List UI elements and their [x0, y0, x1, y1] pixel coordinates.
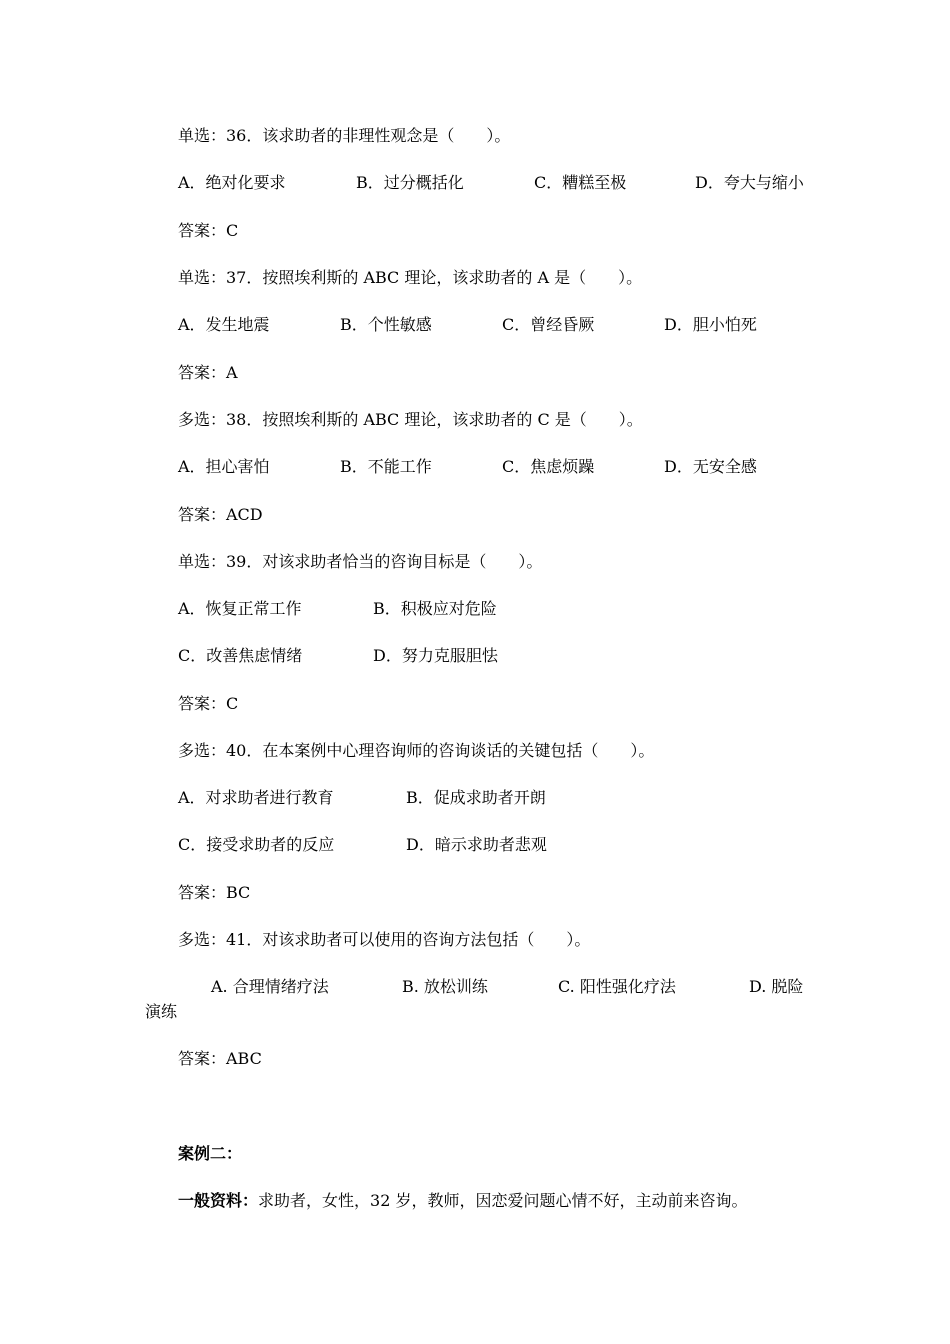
question-37-stem: 单选：37．按照埃利斯的 ABC 理论，该求助者的 A 是（ ）。	[178, 268, 643, 287]
question-38-option-a: A．担心害怕	[178, 457, 270, 476]
question-40-option-a: A．对求助者进行教育	[178, 788, 334, 807]
question-36-answer: 答案：C	[178, 221, 239, 240]
question-40-answer: 答案：BC	[178, 883, 251, 902]
question-36-option-c: C．糟糕至极	[534, 173, 627, 192]
question-37-option-b: B．个性敏感	[340, 315, 432, 334]
question-41-option-d-wrap: 演练	[145, 1002, 178, 1021]
question-40-option-b: B．促成求助者开朗	[406, 788, 546, 807]
question-39-stem: 单选：39．对该求助者恰当的咨询目标是（ ）。	[178, 552, 543, 571]
question-38-option-b: B．不能工作	[340, 457, 432, 476]
question-39-answer: 答案：C	[178, 694, 239, 713]
general-info-label: 一般资料：	[178, 1191, 259, 1210]
question-41-stem: 多选：41．对该求助者可以使用的咨询方法包括（ ）。	[178, 930, 591, 949]
question-38-answer: 答案：ACD	[178, 505, 263, 524]
question-39-option-d: D．努力克服胆怯	[373, 646, 498, 665]
question-38-stem: 多选：38．按照埃利斯的 ABC 理论，该求助者的 C 是（ ）。	[178, 410, 643, 429]
question-37-option-a: A．发生地震	[178, 315, 270, 334]
question-39-option-b: B．积极应对危险	[373, 599, 497, 618]
question-38-option-c: C．焦虑烦躁	[502, 457, 595, 476]
question-37-option-d: D．胆小怕死	[664, 315, 757, 334]
question-41-answer: 答案：ABC	[178, 1049, 262, 1068]
question-37-option-c: C．曾经昏厥	[502, 315, 595, 334]
question-36-stem: 单选：36．该求助者的非理性观念是（ ）。	[178, 126, 511, 145]
question-41-option-a: A. 合理情绪疗法	[211, 977, 329, 996]
question-36-option-d: D．夸大与缩小	[695, 173, 804, 192]
case-two-general-info	[178, 1191, 747, 1211]
case-two-heading: 案例二：	[178, 1144, 243, 1163]
question-37-answer: 答案：A	[178, 363, 238, 382]
question-41-option-c: C. 阳性强化疗法	[558, 977, 676, 996]
general-info-text: 求助者，女性，32 岁，教师，因恋爱问题心情不好，主动前来咨询。	[258, 1191, 748, 1210]
question-36-option-b: B．过分概括化	[356, 173, 464, 192]
question-39-option-a: A．恢复正常工作	[178, 599, 302, 618]
question-41-option-b: B. 放松训练	[402, 977, 488, 996]
question-40-stem: 多选：40．在本案例中心理咨询师的咨询谈话的关键包括（ ）。	[178, 741, 655, 760]
question-41-option-d: D. 脱险	[749, 977, 804, 996]
question-38-option-d: D．无安全感	[664, 457, 757, 476]
question-40-option-d: D．暗示求助者悲观	[406, 835, 547, 854]
question-39-option-c: C．改善焦虑情绪	[178, 646, 303, 665]
question-36-option-a: A．绝对化要求	[178, 173, 286, 192]
question-40-option-c: C．接受求助者的反应	[178, 835, 335, 854]
